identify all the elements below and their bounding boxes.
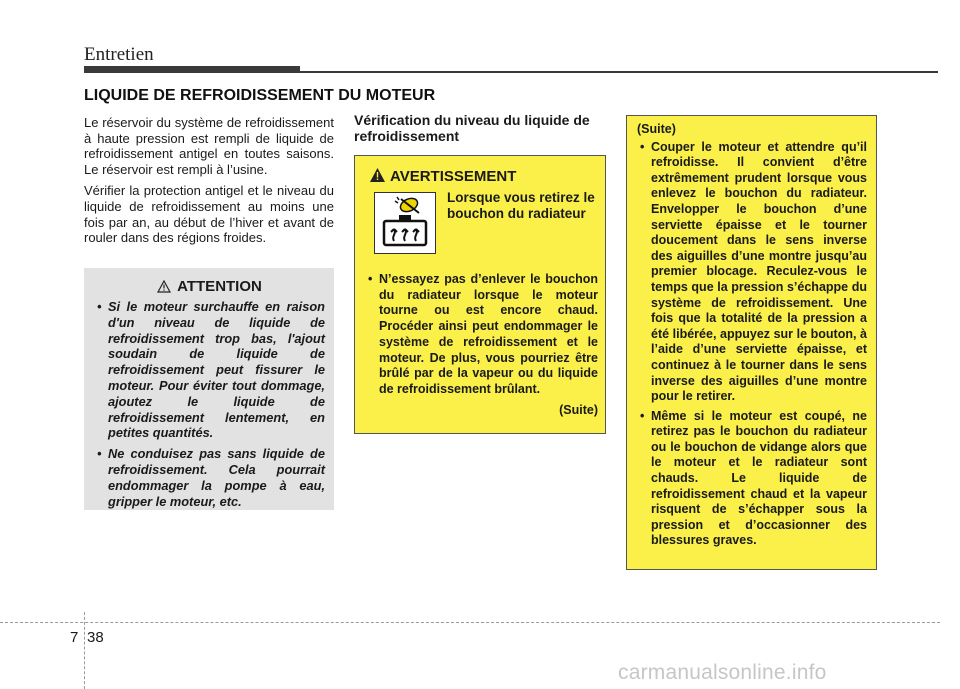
header-bar (84, 66, 300, 73)
footer-rule (0, 622, 940, 623)
attention-heading-text: ATTENTION (177, 278, 262, 295)
page-number: 38 (87, 629, 104, 646)
intro-paragraph: Vérifier la protection antigel et le niveau du liquide de refroidissement au moins une fois par an, au début de l’hiver et avant de rouler dans des régions froides. (84, 183, 334, 246)
attention-box (84, 268, 334, 510)
continued-warning-box (626, 115, 877, 570)
check-title: Vérification du niveau du liquide de refroidissement (354, 112, 590, 144)
list-item: • N’essayez pas d’enlever le bouchon du radiateur lorsque le moteur tourne ou est encore chaud. Procéder ainsi peut endommager le système de refroidissement et le moteur. De plus, vous pourriez être brûlé par de la vapeur ou du liquide de refroidissement brûlant. (365, 272, 598, 398)
list-item: • Même si le moteur est coupé, ne retirez pas le bouchon du radiateur ou le bouchon de vidange alors que le moteur et le radiateur sont chauds. Le liquide de refroidissement chaud et la vapeur risquent de s’échapper sous la pression et d’occasionner des blessures graves. (637, 409, 867, 549)
header-rule (300, 71, 938, 73)
continued-label: (Suite) (637, 122, 676, 136)
warning-content (365, 272, 598, 418)
warning-box (354, 155, 606, 434)
watermark: carmanualsonline.info (618, 661, 827, 684)
warning-list (365, 272, 598, 398)
section-title: LIQUIDE DE REFROIDISSEMENT DU MOTEUR (84, 87, 436, 104)
continued-list (637, 140, 867, 549)
footer-divider (84, 612, 85, 689)
warning-heading (365, 168, 596, 185)
attention-heading (94, 278, 325, 297)
list-item: • Ne conduisez pas sans liquide de refroidissement. Cela pourrait endommager la pompe à eau, gripper le moteur, etc. (94, 446, 325, 509)
warning-triangle-icon (369, 167, 386, 187)
warning-heading-text: AVERTISSEMENT (390, 168, 517, 185)
chapter-title: Entretien (84, 44, 154, 65)
list-item: • Si le moteur surchauffe en raison d'un niveau de liquide de refroidissement trop bas, l'ajout soudain de liquide de refroidissement peut fissurer le moteur. Pour éviter tout dommage, ajoutez le liquide de refroidissement lentement, en petites quantités. (94, 299, 325, 441)
chapter-number: 7 (70, 629, 79, 646)
hot-radiator-icon (374, 192, 436, 254)
intro-paragraph: Le réservoir du système de refroidissement à haute pression est rempli de liquide de refroidissement antigel en toutes saisons. Le réservoir est rempli à l’usine. (84, 115, 334, 177)
warning-subheading: Lorsque vous retirez le bouchon du radiateur (447, 190, 595, 221)
warning-triangle-icon (157, 280, 171, 297)
intro-text (84, 115, 334, 252)
list-item: • Couper le moteur et attendre qu’il refroidisse. Il convient d’être extrêmement prudent lorsque vous enlevez le bouchon du radiateur. Envelopper le bouchon d’une serviette épaisse et le tourner doucement dans le sens inverse des aiguilles d’une montre jusqu’au premier blocage. Reculez-vous le temps que la pression s’échappe du système de refroidissement. Une fois que la totalité de la pression a été libérée, appuyez sur le bouton, à l’aide d’une serviette épaisse, et continuez à le tourner dans le sens inverse des aiguilles d’une montre pour le retirer. (637, 140, 867, 405)
warning-continued-label: (Suite) (559, 402, 598, 417)
attention-list (94, 299, 325, 509)
